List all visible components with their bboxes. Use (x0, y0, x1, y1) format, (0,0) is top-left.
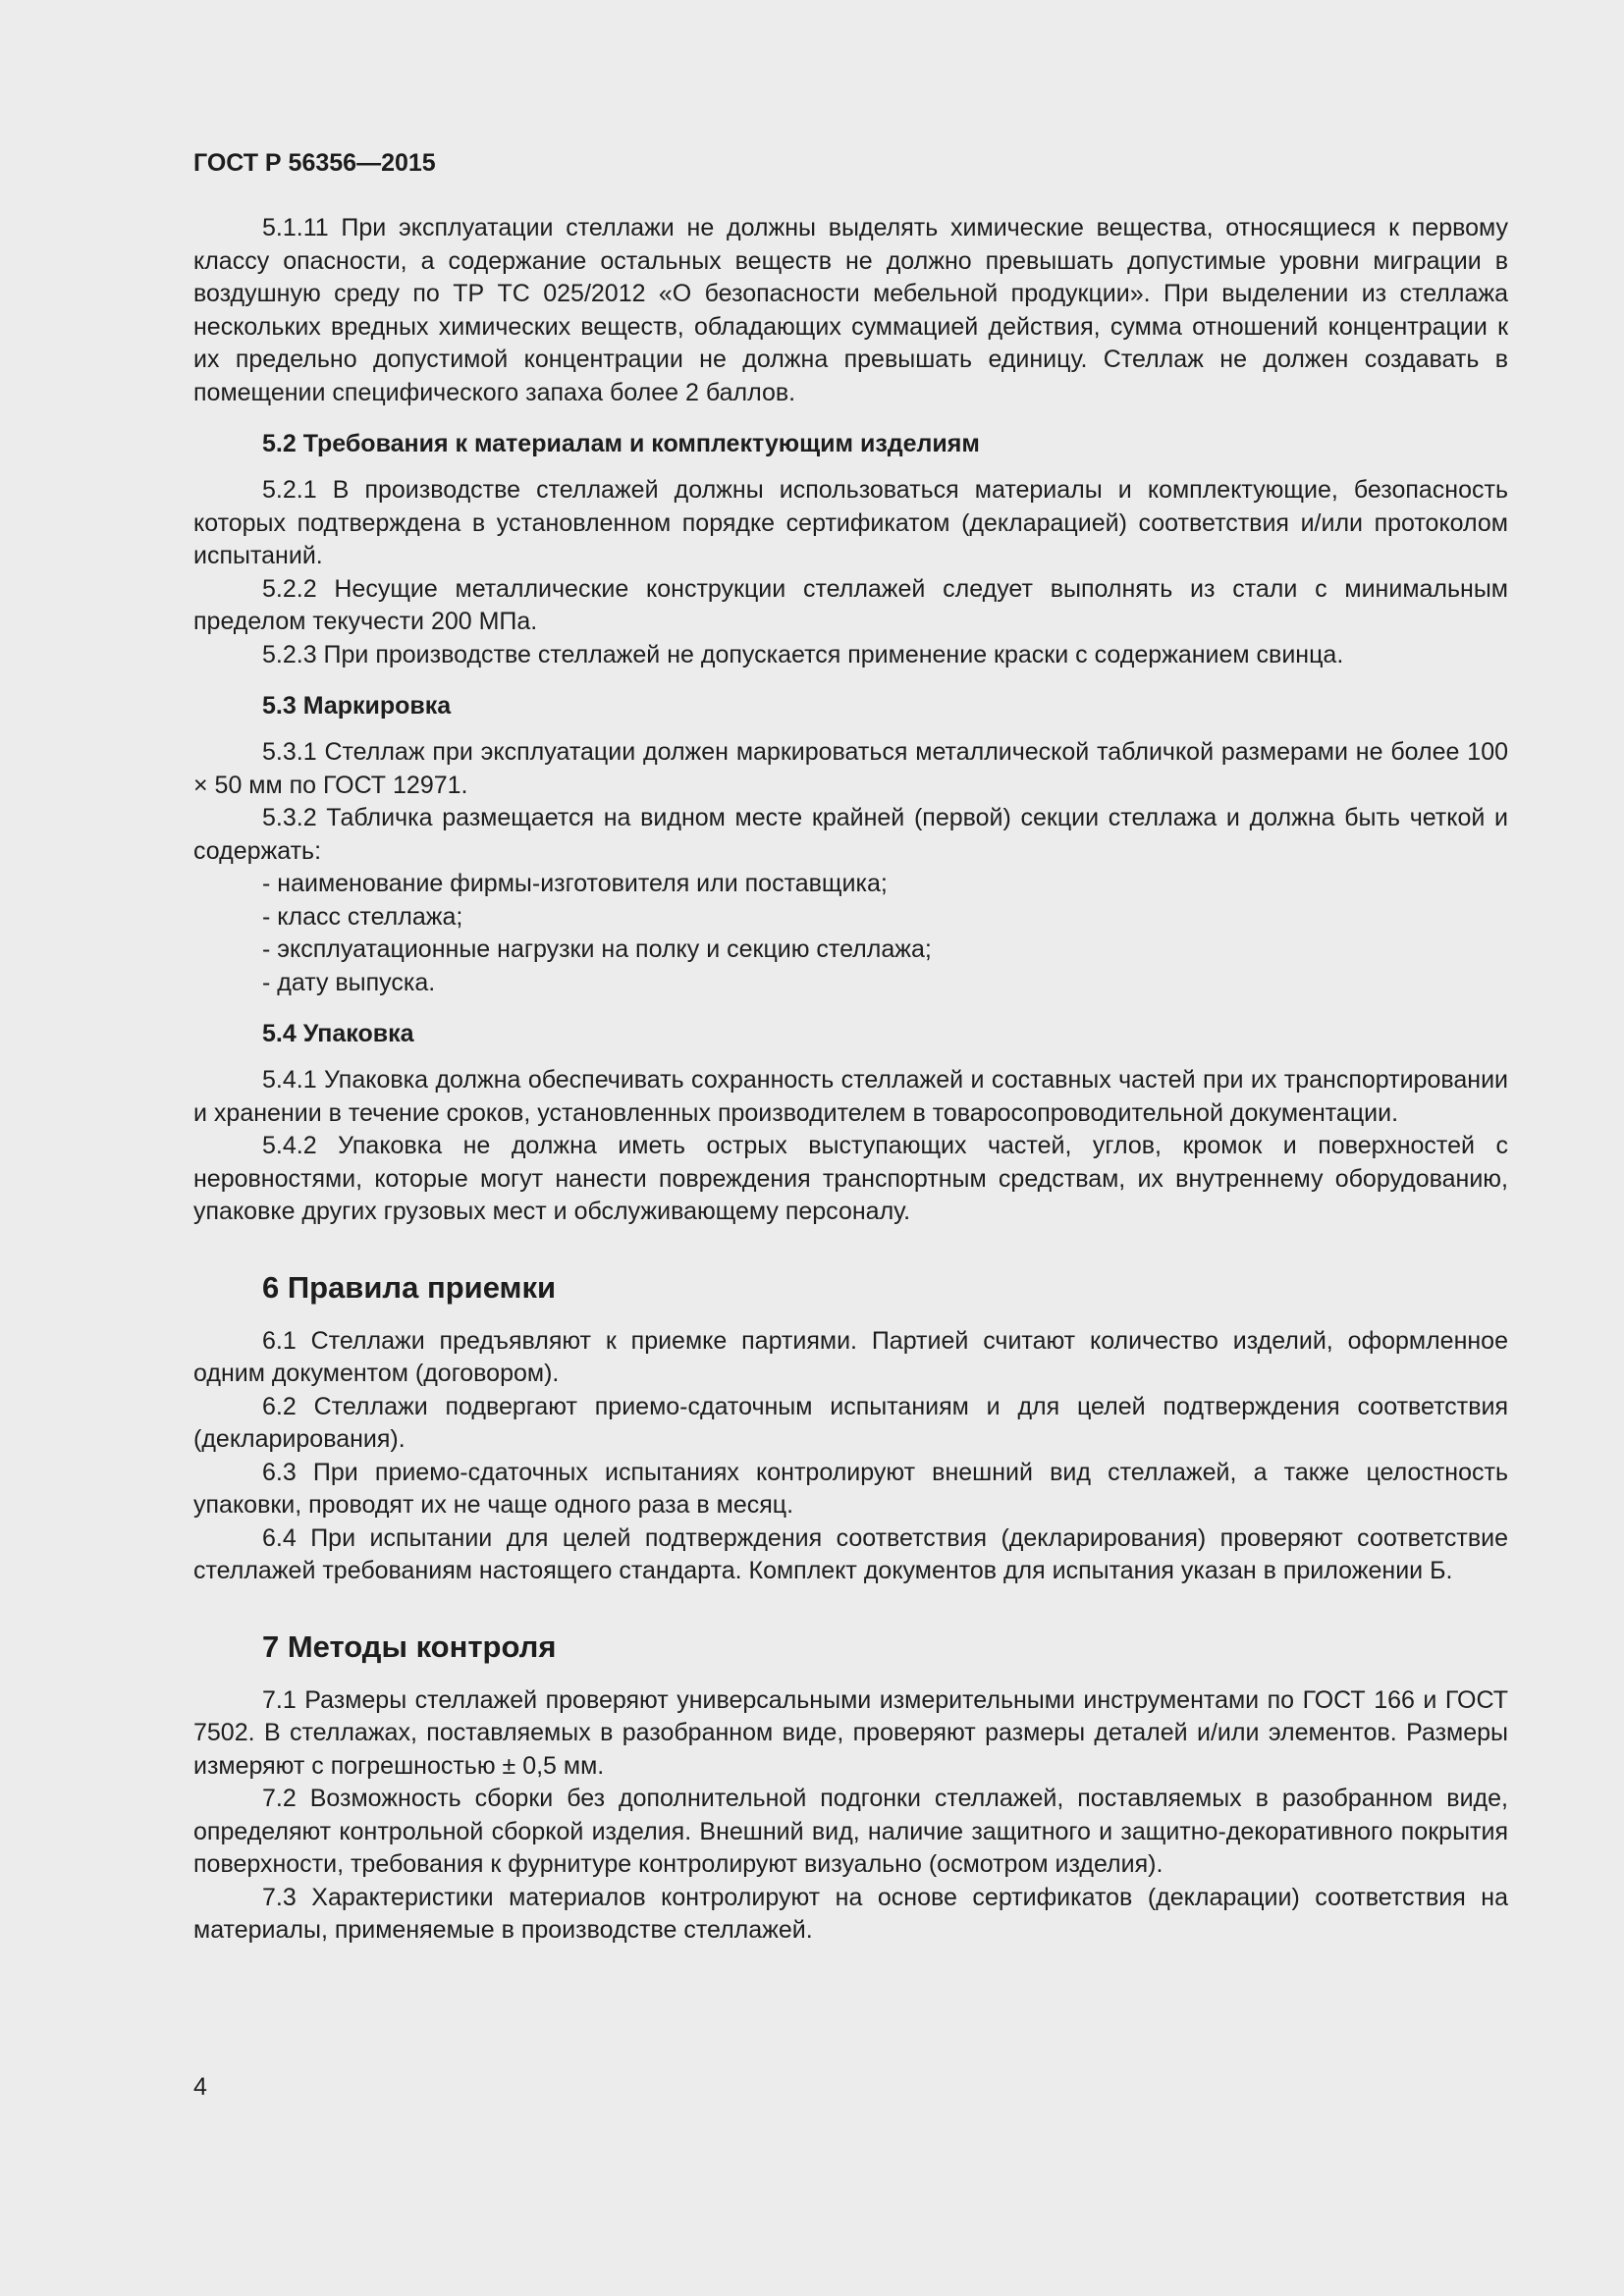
document-code: ГОСТ Р 56356—2015 (193, 149, 436, 177)
list-item: - наименование фирмы-изготовителя или поставщика; (262, 870, 888, 897)
page-number: 4 (193, 2073, 207, 2101)
section-heading-5-2: 5.2 Требования к материалам и комплектующим изделиям (262, 430, 980, 457)
paragraph-5-3-1: 5.3.1 Стеллаж при эксплуатации должен маркироваться металлической табличкой размерами не более 100 × 50 мм по ГОСТ 12971. (193, 738, 1508, 799)
paragraph-7-2: 7.2 Возможность сборки без дополнительной подгонки стеллажей, поставляемых в разобранном виде, определяют контрольной сборкой изделия. Внешний вид, наличие защитного и защитно-декоративного покрытия поверхности, требования к фурнитуре контролируют визуально (осмотром изделия). (193, 1785, 1508, 1878)
paragraph-7-1: 7.1 Размеры стеллажей проверяют универсальными измерительными инструментами по ГОСТ 166 и ГОСТ 7502. В стеллажах, поставляемых в разобранном виде, проверяют размеры деталей и/или элементов. Размеры измеряют с погрешностью ± 0,5 мм. (193, 1685, 1508, 1780)
paragraph-5-4-2: 5.4.2 Упаковка не должна иметь острых выступающих частей, углов, кромок и поверхностей с неровностями, которые могут нанести повреждения транспортным средствам, их внутреннему оборудованию, упаковке других грузовых мест и обслуживающему персоналу. (193, 1132, 1508, 1225)
paragraph-5-3-2: 5.3.2 Табличка размещается на видном месте крайней (первой) секции стеллажа и должна быть четкой и содержать: (193, 804, 1508, 865)
list-item: - эксплуатационные нагрузки на полку и секцию стеллажа; (262, 935, 932, 963)
paragraph-5-2-2: 5.2.2 Несущие металлические конструкции стеллажей следует выполнять из стали с минимальным пределом текучести 200 МПа. (193, 574, 1508, 635)
paragraph-5-2-3: 5.2.3 При производстве стеллажей не допускается применение краски с содержанием свинца. (262, 640, 1344, 668)
paragraph-6-1: 6.1 Стеллажи предъявляют к приемке партиями. Партией считают количество изделий, оформленное одним документом (договором). (193, 1326, 1508, 1387)
paragraph-5-2-1: 5.2.1 В производстве стеллажей должны использоваться материалы и комплектующие, безопасность которых подтверждена в установленном порядке сертификатом (декларацией) соответствия и/или протоколом испытаний. (193, 476, 1508, 569)
section-heading-5-4: 5.4 Упаковка (262, 1020, 414, 1047)
paragraph-5-1-11: 5.1.11 При эксплуатации стеллажи не должны выделять химические вещества, относящиеся к первому классу опасности, а содержание остальных веществ не должно превышать допустимые уровни миграции в воздушную среду по ТР ТС 025/2012 «О безопасности мебельной продукции». При выделении из стеллажа нескольких вредных химических веществ, обладающих суммацией действия, сумма отношений концентрации к их предельно допустимой концентрации не должна превышать единицу. Стеллаж не должен создавать в помещении специфического запаха более 2 баллов. (193, 214, 1508, 406)
paragraph-7-3: 7.3 Характеристики материалов контролируют на основе сертификатов (декларации) соответствия на материалы, применяемые в производстве стеллажей. (193, 1883, 1508, 1944)
paragraph-5-4-1: 5.4.1 Упаковка должна обеспечивать сохранность стеллажей и составных частей при их транспортировании и хранении в течение сроков, установленных производителем в товаросопроводительной документации. (193, 1066, 1508, 1127)
list-item: - дату выпуска. (262, 968, 436, 996)
paragraph-6-3: 6.3 При приемо-сдаточных испытаниях контролируют внешний вид стеллажей, а также целостность упаковки, проводят их не чаще одного раза в месяц. (193, 1458, 1508, 1519)
paragraph-6-4: 6.4 При испытании для целей подтверждения соответствия (декларирования) проверяют соответствие стеллажей требованиям настоящего стандарта. Комплект документов для испытания указан в приложении Б. (193, 1523, 1508, 1584)
paragraph-6-2: 6.2 Стеллажи подвергают приемо-сдаточным испытаниям и для целей подтверждения соответствия (декларирования). (193, 1392, 1508, 1453)
chapter-heading-7: 7 Методы контроля (262, 1629, 557, 1664)
list-item: - класс стеллажа; (262, 902, 463, 931)
section-heading-5-3: 5.3 Маркировка (262, 692, 452, 720)
chapter-heading-6: 6 Правила приемки (262, 1269, 557, 1305)
